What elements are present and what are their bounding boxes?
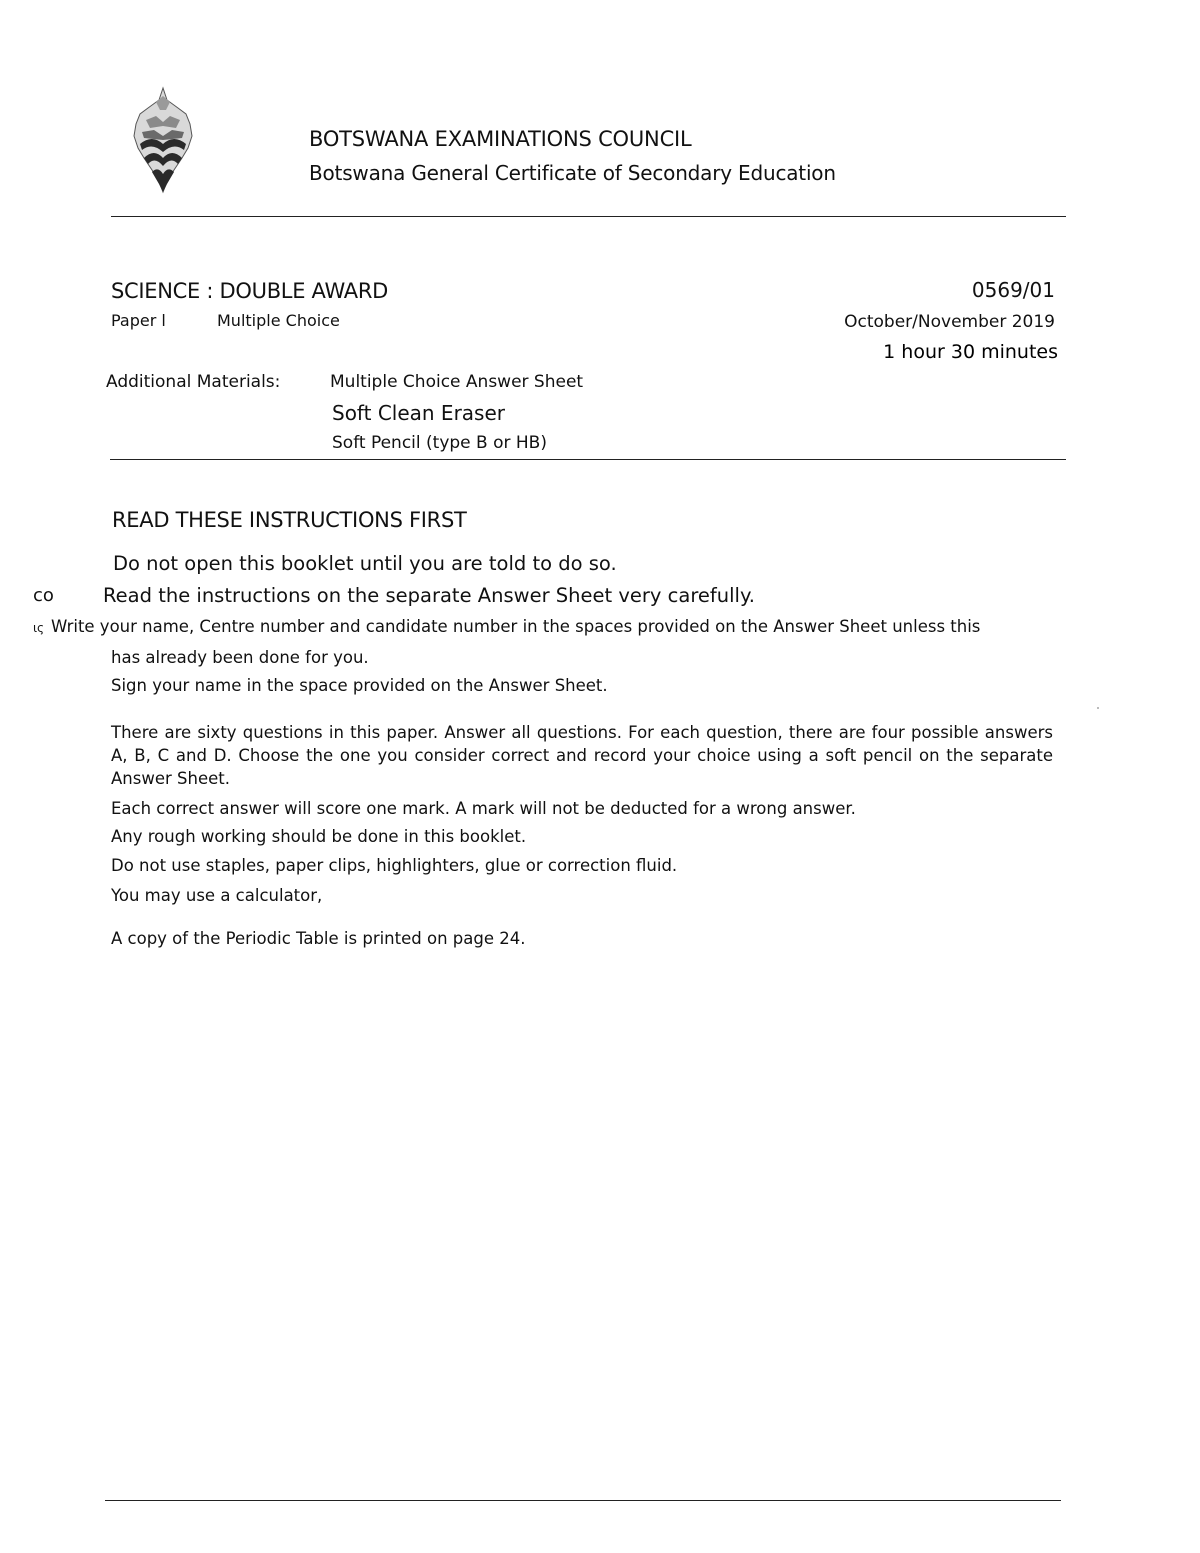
additional-materials-label: Additional Materials: — [106, 372, 281, 392]
bullet-marker: ις — [33, 621, 45, 635]
bec-logo-icon — [126, 86, 200, 194]
instruction-paragraph: There are sixty questions in this paper. Answer all questions. For each question, there are four possible answers A, B, C and D. Choose the one you consider correct and record your choice using a soft pencil on the separate Answer Sheet. — [111, 723, 1053, 788]
scan-speck — [1097, 707, 1099, 709]
instruction-line: Do not open this booklet until you are told to do so. — [113, 552, 617, 575]
material-item: Multiple Choice Answer Sheet — [330, 372, 584, 392]
materials-divider — [110, 459, 1066, 460]
paper-number: Paper l — [111, 311, 166, 330]
material-item: Soft Pencil (type B or HB) — [332, 433, 547, 453]
material-item: Soft Clean Eraser — [332, 401, 505, 425]
paper-type: Multiple Choice — [217, 311, 340, 330]
instructions-heading: READ THESE INSTRUCTIONS FIRST — [112, 508, 467, 532]
header-divider — [111, 216, 1066, 217]
instruction-line: Any rough working should be done in this booklet. — [111, 827, 527, 846]
instruction-line: Sign your name in the space provided on the Answer Sheet. — [111, 676, 608, 695]
paper-code: 0569/01 — [971, 278, 1055, 302]
instruction-line: has already been done for you. — [111, 648, 369, 667]
instruction-line: Each correct answer will score one mark. A mark will not be deducted for a wrong answer. — [111, 799, 856, 818]
council-name: BOTSWANA EXAMINATIONS COUNCIL — [309, 127, 692, 151]
exam-duration: 1 hour 30 minutes — [883, 341, 1058, 363]
subject-title: SCIENCE : DOUBLE AWARD — [111, 279, 389, 303]
instruction-line: Do not use staples, paper clips, highlighters, glue or correction fluid. — [111, 856, 678, 875]
instruction-line: A copy of the Periodic Table is printed on page 24. — [111, 929, 526, 948]
footer-divider — [105, 1500, 1061, 1501]
instruction-line: Write your name, Centre number and candidate number in the spaces provided on the Answer Sheet unless this — [51, 617, 981, 636]
bullet-marker: co — [33, 585, 54, 606]
instruction-line: Read the instructions on the separate Answer Sheet very carefully. — [103, 584, 755, 607]
exam-session: October/November 2019 — [844, 312, 1055, 332]
instruction-line: You may use a calculator, — [111, 886, 323, 905]
certificate-name: Botswana General Certificate of Secondary Education — [309, 161, 836, 185]
